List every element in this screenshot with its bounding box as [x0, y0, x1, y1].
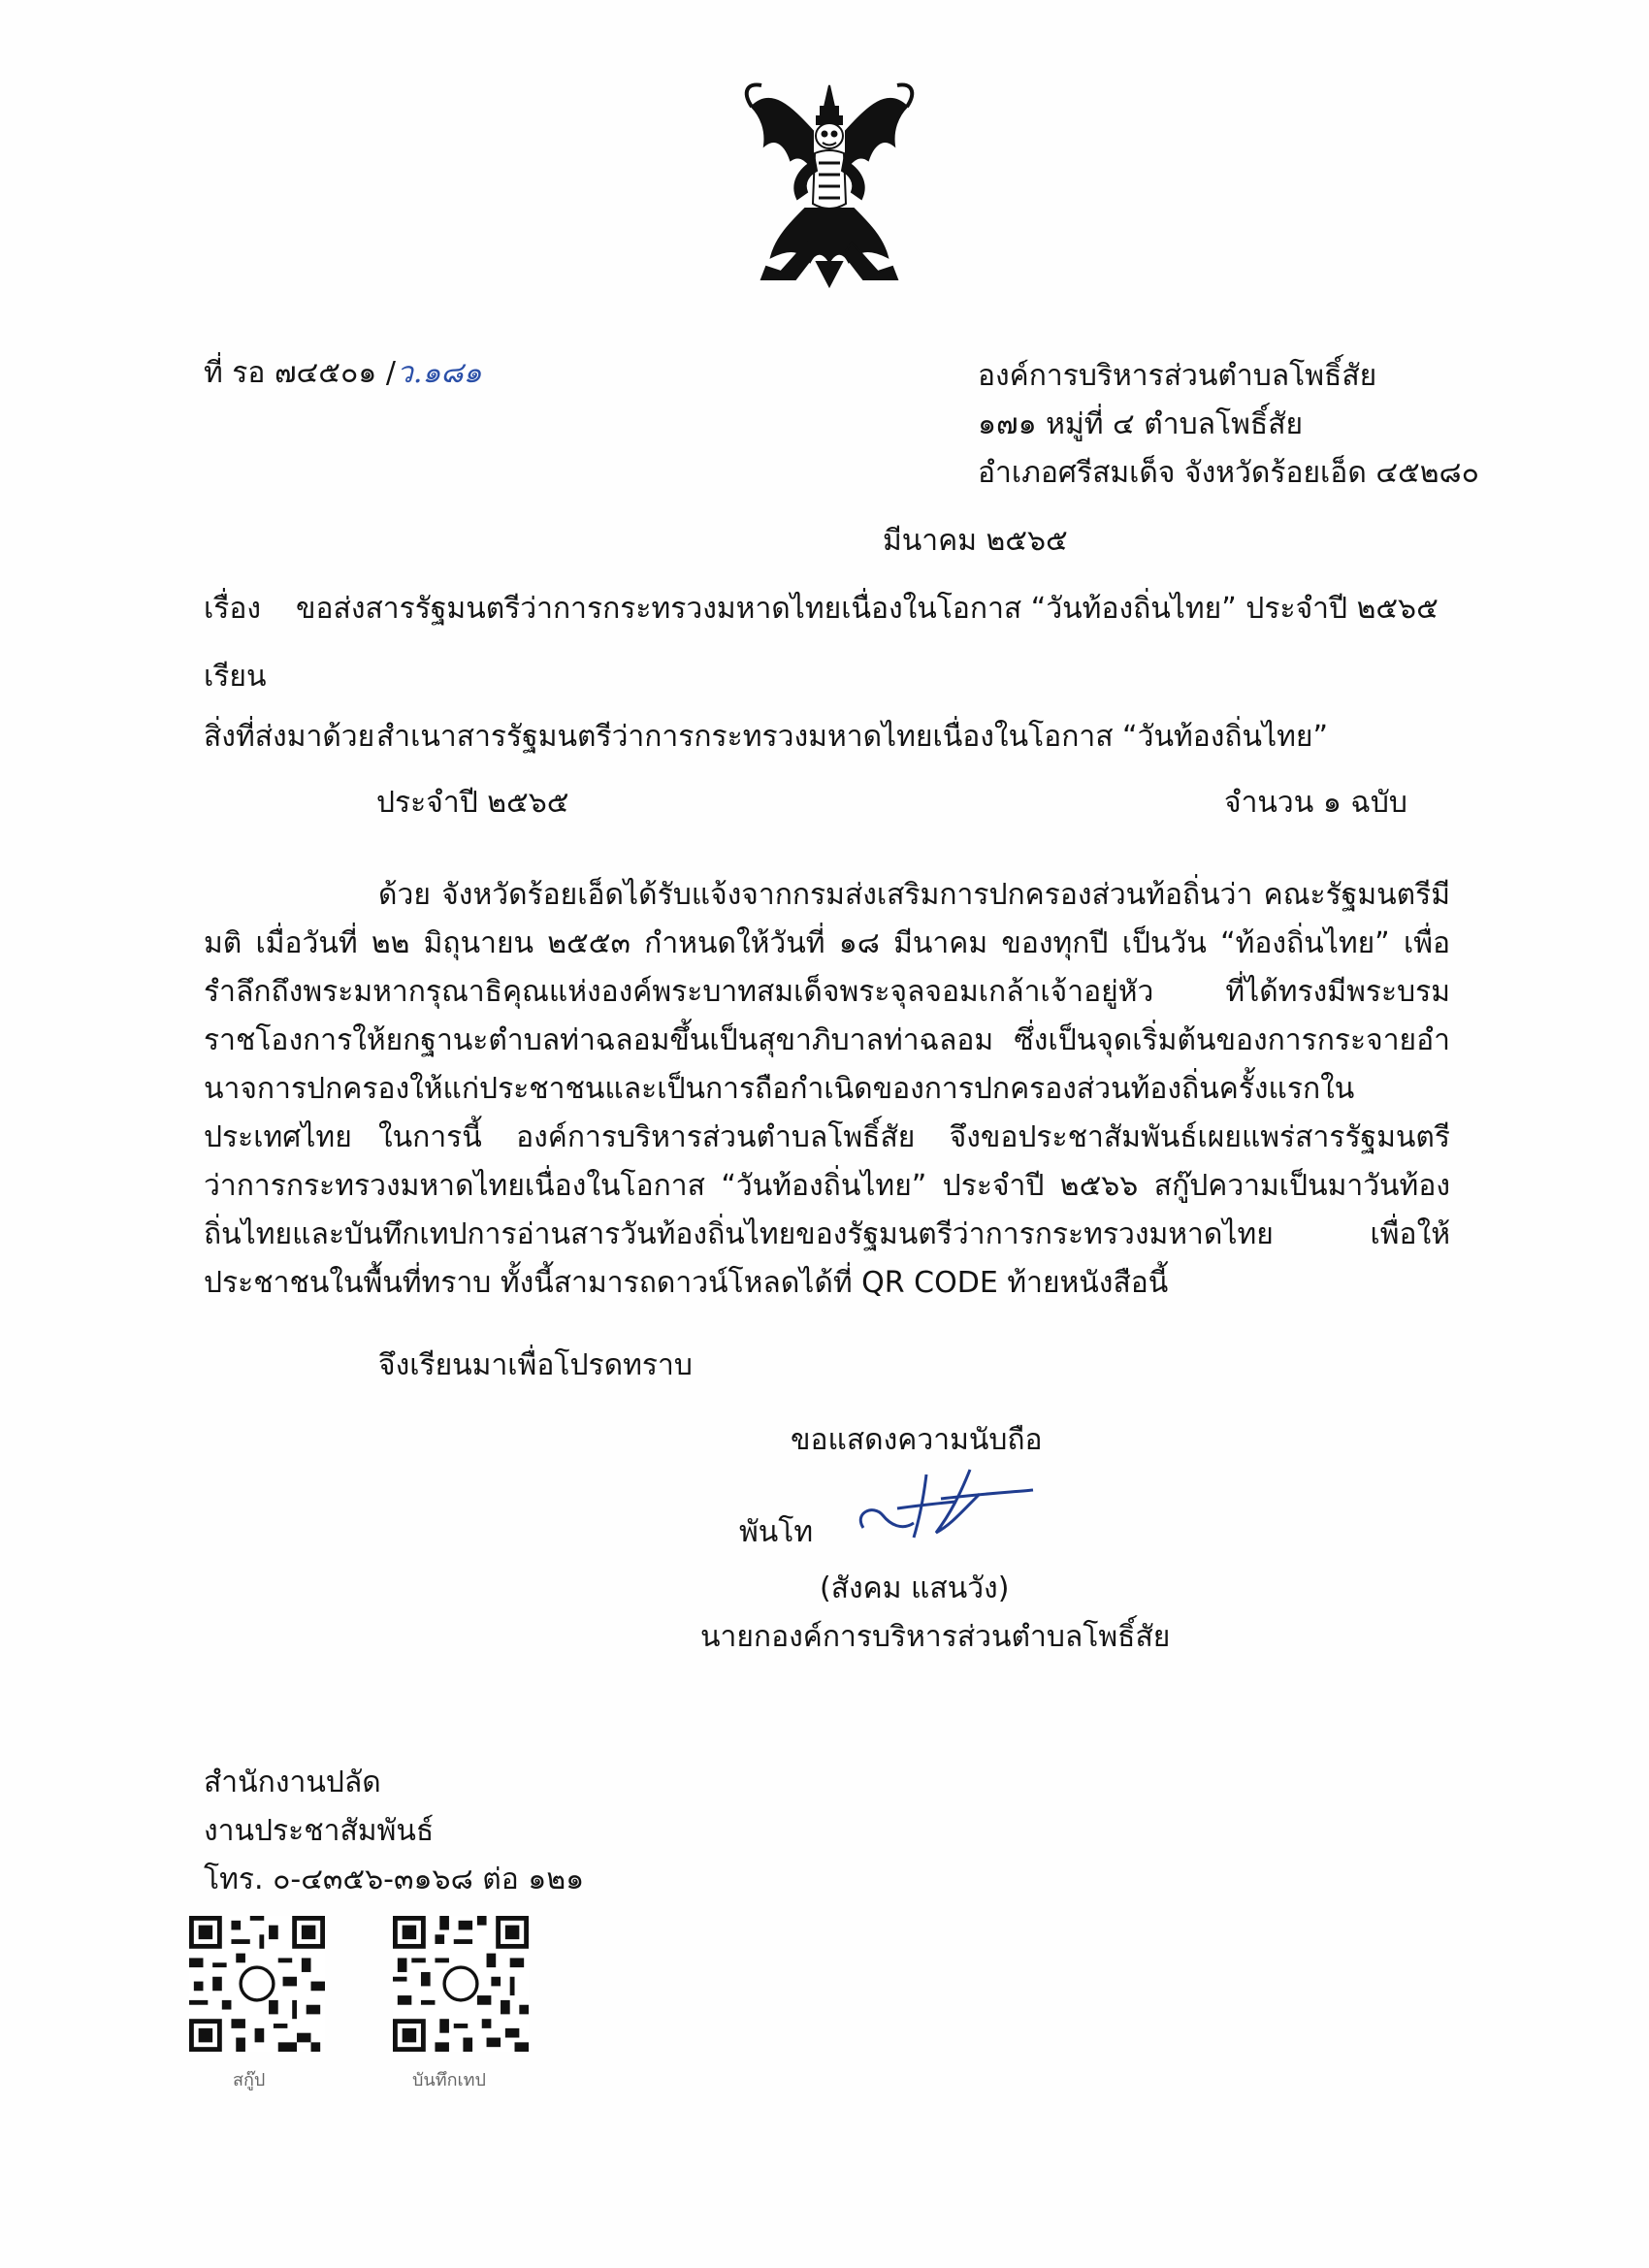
- qr-caption-tape: บันทึกเทป: [412, 2070, 486, 2090]
- body-paragraph-2: [204, 1114, 1450, 1308]
- closing-line: จึงเรียนมาเพื่อโปรดทราบ: [378, 1348, 693, 1382]
- subject-label: เรื่อง: [204, 592, 262, 626]
- reference-number: ที่ รอ ๗๔๕๐๑ /: [204, 356, 396, 390]
- handwritten-reference: [393, 351, 534, 394]
- enclosure-count: จำนวน ๑ ฉบับ: [1224, 786, 1407, 820]
- signer-rank: พันโท: [739, 1515, 814, 1549]
- qr-code-tape-icon[interactable]: [393, 1916, 529, 2052]
- enclosure-label: สิ่งที่ส่งมาด้วย: [204, 720, 375, 754]
- body-paragraph-2-text: ในการนี้ องค์การบริหารส่วนตำบลโพธิ์สัย จึงขอประชาสัมพันธ์เผยแพร่สารรัฐมนตรีว่าการกระทรวงมหาดไทยเนื่องในโอกาส “วันท้องถิ่นไทย” ประจำปี ๒๕๖๖ สกู๊ปความเป็นมาวันท้องถิ่นไทยและบันทึกเทปการอ่านสารวันท้องถิ่นไทยของรัฐมนตรีว่าการกระทรวงมหาดไทย เพื่อให้ประชาชนในพื้นที่ทราบ ทั้งนี้สามารถดาวน์โหลดได้ที่ QR CODE ท้ายหนังสือนี้: [204, 1120, 1450, 1300]
- enclosure-text: สำเนาสารรัฐมนตรีว่าการกระทรวงมหาดไทยเนื่องในโอกาส “วันท้องถิ่นไทย”: [376, 720, 1329, 754]
- footer-phone: โทร. ๐-๔๓๕๖-๓๑๖๘ ต่อ ๑๒๑: [204, 1863, 585, 1896]
- qr-code-scoop-icon[interactable]: [189, 1916, 325, 2052]
- address-line-1: ๑๗๑ หมู่ที่ ๔ ตำบลโพธิ์สัย: [978, 407, 1304, 441]
- salutation-label: เรียน: [204, 660, 267, 694]
- svg-text:ว.๑๘๑: ว.๑๘๑: [397, 356, 482, 390]
- footer-office: สำนักงานปลัด: [204, 1766, 381, 1799]
- garuda-emblem-icon: [737, 78, 922, 291]
- signer-position: นายกองค์การบริหารส่วนตำบลโพธิ์สัย: [700, 1620, 1171, 1654]
- signer-name: (สังคม แสนวัง): [820, 1571, 1010, 1605]
- subject-text: ขอส่งสารรัฐมนตรีว่าการกระทรวงมหาดไทยเนื่องในโอกาส “วันท้องถิ่นไทย” ประจำปี ๒๕๖๕: [296, 592, 1439, 626]
- enclosure-line-2: ประจำปี ๒๕๖๕: [376, 786, 569, 820]
- body-paragraph-1-text: ด้วย จังหวัดร้อยเอ็ดได้รับแจ้งจากกรมส่งเสริมการปกครองส่วนท้อถิ่นว่า คณะรัฐมนตรีมีมติ เมื่อวันที่ ๒๒ มิถุนายน ๒๕๕๓ กำหนดให้วันที่ ๑๘ มีนาคม ของทุกปี เป็นวัน “ท้องถิ่นไทย” เพื่อรำลึกถึงพระมหากรุณาธิคุณแห่งองค์พระบาทสมเด็จพระจุลจอมเกล้าเจ้าอยู่หัว ที่ได้ทรงมีพระบรมราชโองการให้ยกฐานะตำบลท่าฉลอมขึ้นเป็นสุขาภิบาลท่าฉลอม ซึ่งเป็นจุดเริ่มต้นของการกระจายอำนาจการปกครองให้แก่ประชาชนและเป็นการถือกำเนิดของการปกครองส่วนท้องถิ่นครั้งแรกในประเทศไทย: [204, 878, 1450, 1154]
- handwritten-signature: [844, 1455, 1048, 1562]
- qr-caption-scoop: สกู๊ป: [233, 2070, 266, 2090]
- address-line-2: อำเภอศรีสมเด็จ จังหวัดร้อยเอ็ด ๔๕๒๘๐: [978, 456, 1479, 490]
- letter-date: มีนาคม ๒๕๖๕: [883, 524, 1068, 558]
- regards: ขอแสดงความนับถือ: [791, 1423, 1043, 1457]
- org-name: องค์การบริหารส่วนตำบลโพธิ์สัย: [978, 359, 1377, 393]
- footer-section: งานประชาสัมพันธ์: [204, 1814, 435, 1848]
